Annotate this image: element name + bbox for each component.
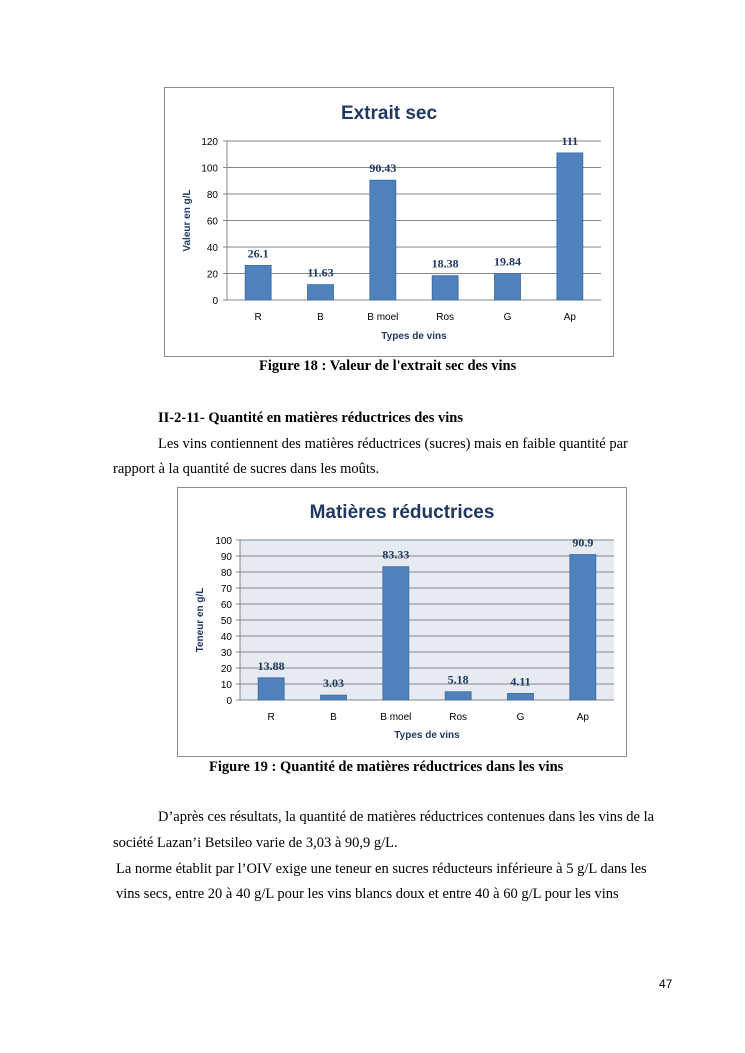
y-tick-label: 100	[215, 536, 232, 547]
bar-g	[508, 693, 534, 700]
x-tick-label: B moel	[380, 712, 412, 723]
x-tick-label: G	[503, 312, 512, 323]
y-tick-label: 0	[226, 696, 232, 707]
chart-extrait-sec-svg	[165, 88, 615, 358]
paragraph-3-line-2: vins secs, entre 20 à 40 g/L pour les vins blancs doux et entre 40 à 60 g/L pour les vins	[116, 886, 619, 902]
y-tick-label: 50	[220, 616, 232, 627]
data-label: 26.1	[247, 246, 269, 261]
data-label: 4.11	[510, 674, 531, 689]
section-heading: II-2-11- Quantité en matières réductrices des vins	[158, 410, 463, 426]
paragraph-3-line-1: La norme établit par l’OIV exige une teneur en sucres réducteurs inférieure à 5 g/L dans les	[116, 861, 647, 877]
data-label: 18.38	[431, 256, 459, 271]
data-label: 5.18	[447, 672, 469, 687]
bar-ros	[432, 276, 458, 300]
paragraph-2-line-1: D’après ces résultats, la quantité de matières réductrices contenues dans les vins de la	[158, 809, 655, 825]
bar-r	[258, 678, 284, 700]
bar-b-moel	[370, 180, 396, 300]
paragraph-2-line-2: société Lazan’i Betsileo varie de 3,03 à 90,9 g/L.	[113, 835, 398, 851]
chart-title: Matières réductrices	[309, 502, 495, 523]
chart-title: Extrait sec	[340, 103, 438, 124]
y-tick-label: 80	[206, 190, 218, 201]
bar-b-moel	[383, 567, 409, 700]
paragraph-1-line-1: Les vins contiennent des matières réductrices (sucres) mais en faible quantité par	[158, 436, 628, 452]
x-tick-label: Ros	[436, 312, 455, 323]
y-tick-label: 10	[220, 680, 232, 691]
data-label: 13.88	[257, 658, 285, 673]
y-tick-label: 0	[212, 296, 218, 307]
y-tick-label: 20	[220, 664, 232, 675]
x-tick-label: G	[516, 712, 525, 723]
x-tick-label: Ap	[563, 312, 576, 323]
bar-ros	[445, 692, 471, 700]
bar-r	[245, 265, 271, 300]
chart-extrait-sec	[164, 87, 614, 357]
x-tick-label: B	[330, 712, 337, 723]
chart-matieres-reductrices-svg	[178, 488, 628, 758]
data-label: 11.63	[307, 265, 334, 280]
y-tick-label: 30	[220, 648, 232, 659]
x-axis-title: Types de vins	[381, 331, 447, 342]
x-tick-label: R	[267, 712, 275, 723]
y-tick-label: 100	[201, 163, 218, 175]
x-axis-title: Types de vins	[394, 730, 460, 741]
y-tick-label: 40	[206, 243, 218, 254]
bar-b	[321, 695, 347, 700]
data-label: 90.9	[572, 535, 594, 550]
y-tick-label: 60	[206, 216, 218, 228]
y-tick-label: 80	[220, 568, 232, 579]
bar-ap	[557, 153, 583, 300]
y-axis-title: Teneur en g/L	[195, 587, 206, 653]
x-tick-label: Ros	[449, 712, 468, 723]
y-tick-label: 90	[220, 552, 232, 563]
y-tick-label: 40	[220, 632, 232, 643]
data-label: 19.84	[494, 254, 521, 269]
figure-18-caption: Figure 18 : Valeur de l'extrait sec des vins	[259, 358, 517, 374]
paragraph-1-line-2: rapport à la quantité de sucres dans les moûts.	[113, 461, 380, 477]
page-number: 47	[659, 977, 673, 991]
data-label: 90.43	[369, 161, 397, 176]
y-tick-label: 60	[220, 600, 232, 611]
x-tick-label: B moel	[367, 312, 399, 323]
bar-b	[308, 285, 334, 300]
bar-ap	[570, 555, 596, 700]
x-tick-label: R	[254, 312, 262, 323]
y-tick-label: 120	[201, 137, 218, 148]
data-label: 83.33	[382, 547, 410, 562]
figure-19-caption: Figure 19 : Quantité de matières réductrices dans les vins	[209, 759, 564, 775]
chart-matieres-reductrices	[177, 487, 627, 757]
x-tick-label: B	[317, 312, 324, 323]
data-label: 111	[561, 133, 579, 148]
bar-g	[495, 274, 521, 300]
x-tick-label: Ap	[576, 712, 589, 723]
y-axis-title: Valeur en g/L	[182, 189, 193, 252]
data-label: 3.03	[323, 676, 344, 691]
y-tick-label: 70	[220, 584, 232, 595]
y-tick-label: 20	[206, 269, 218, 281]
